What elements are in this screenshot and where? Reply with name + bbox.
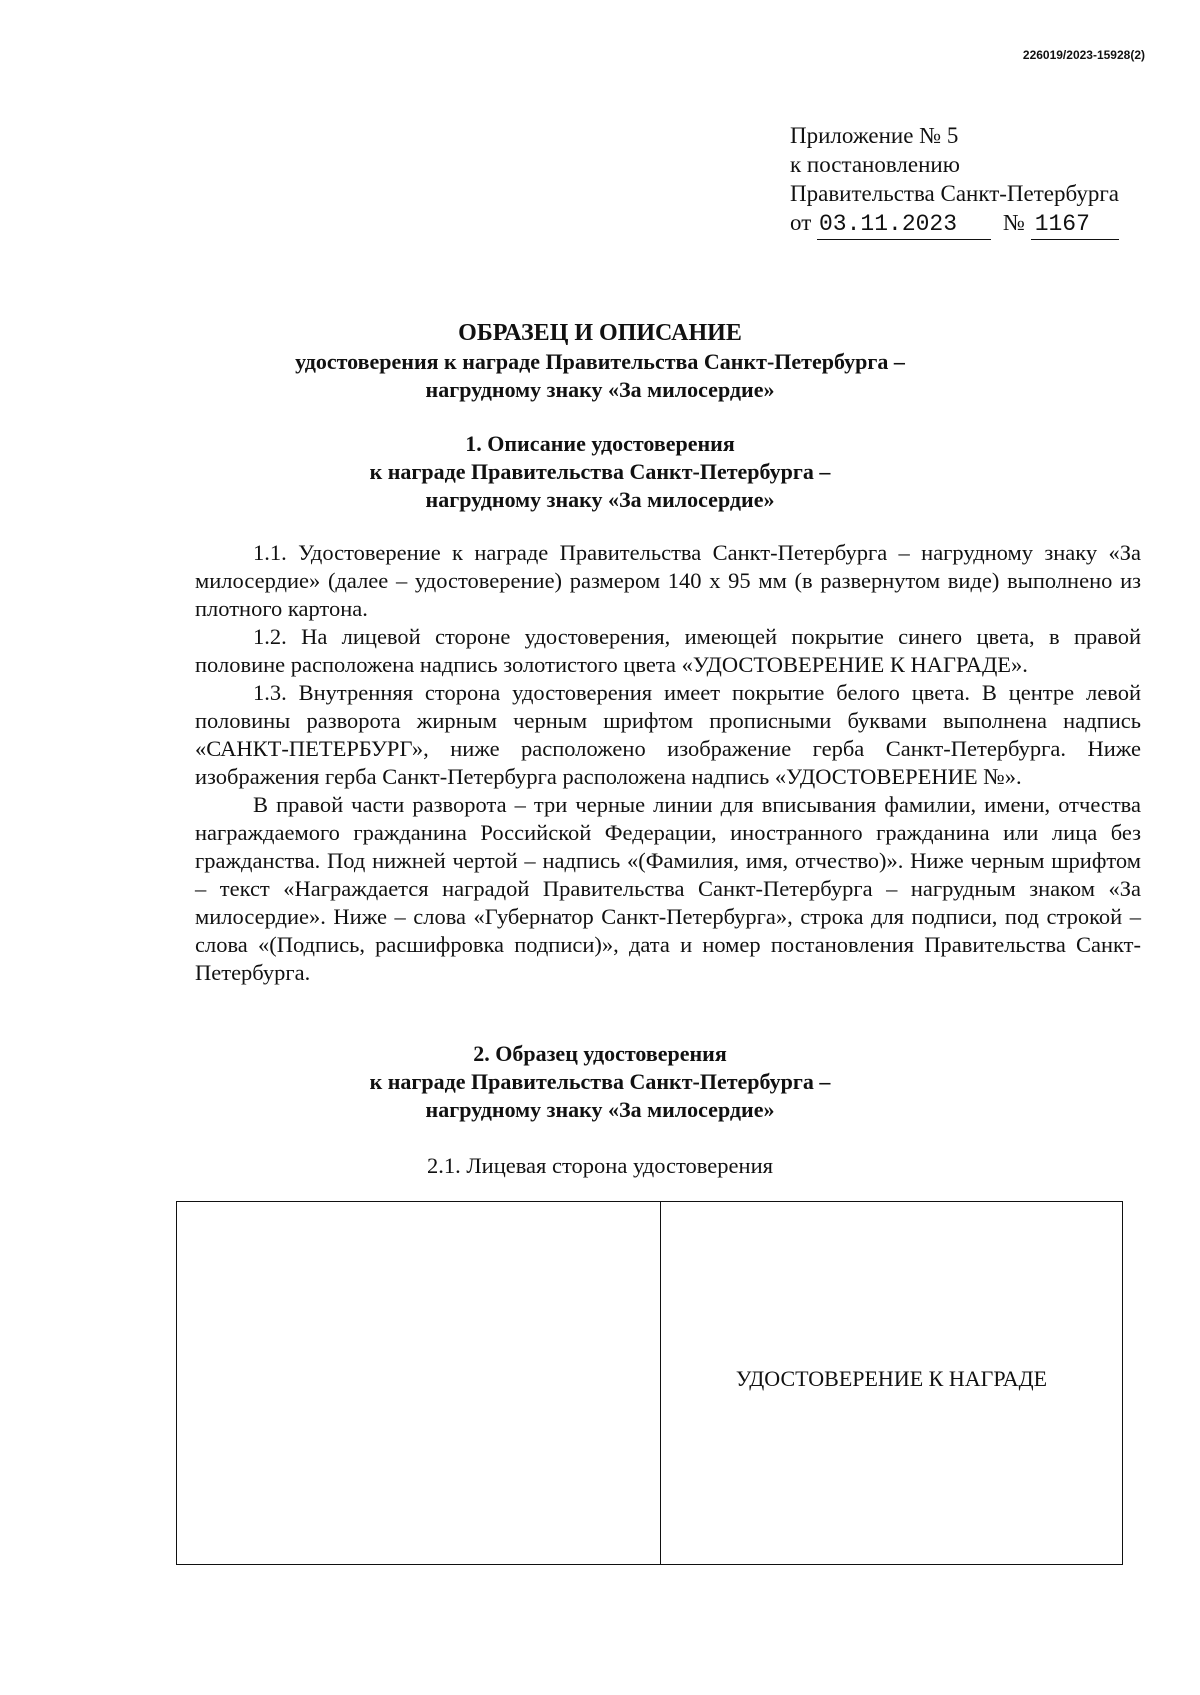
number-prefix: № [1003,210,1025,235]
certificate-label: УДОСТОВЕРЕНИЕ К НАГРАДЕ [735,1366,1048,1391]
appendix-date-line [790,208,1119,240]
section-2-heading [0,1040,1200,1124]
document-subtitle [0,348,1200,404]
document-title: ОБРАЗЕЦ И ОПИСАНИЕ [458,320,742,346]
section-1-heading-line-3: нагрудному знаку «За милосердие» [425,487,775,512]
paragraph-1-2: 1.2. На лицевой стороне удостоверения, имеющей покрытие синего цвета, в правой половине расположена надпись золотистого цвета «УДОСТОВЕРЕНИЕ К НАГРАДЕ». [195,624,1141,677]
appendix-header [790,121,1119,240]
paragraph-1-3: 1.3. Внутренняя сторона удостоверения имеет покрытие белого цвета. В центре левой половины разворота жирным черным шрифтом прописными буквами выполнена надпись «САНКТ-ПЕТЕРБУРГ», ниже расположено изображение герба Санкт-Петербурга. Ниже изображения герба Санкт-Петербурга расположена надпись «УДОСТОВЕРЕНИЕ №». [195,680,1141,789]
paragraph-1-3-continued: В правой части разворота – три черные линии для вписывания фамилии, имени, отчества награждаемого гражданина Российской Федерации, иностранного гражданина или лица без гражданства. Под нижней чертой – надпись «(Фамилия, имя, отчество)». Ниже черным шрифтом – текст «Награждается наградой Правительства Санкт-Петербурга – нагрудным знаком «За милосердие». Ниже – слова «Губернатор Санкт-Петербурга», строка для подписи, под строкой – слова «(Подпись, расшифровка подписи)», дата и номер постановления Правительства Санкт-Петербурга. [195,792,1141,985]
subsection-2-1-heading: 2.1. Лицевая сторона удостоверения [427,1153,773,1178]
certificate-left-half [177,1202,661,1564]
section-1-heading-line-1: 1. Описание удостоверения [465,431,735,456]
number-value: 1167 [1031,210,1119,240]
section-1-heading [0,430,1200,514]
appendix-line-2: к постановлению [790,152,960,177]
section-2-heading-line-3: нагрудному знаку «За милосердие» [425,1097,775,1122]
section-1-body [195,539,1141,987]
paragraph-1-1: 1.1. Удостоверение к награде Правительства Санкт-Петербурга – нагрудному знаку «За милосердие» (далее – удостоверение) размером 140 х 95 мм (в развернутом виде) выполнено из плотного картона. [195,540,1141,621]
date-prefix: от [790,210,812,235]
subtitle-line-1: удостоверения к награде Правительства Санкт-Петербурга – [295,349,905,374]
certificate-right-half [661,1202,1122,1564]
section-2-heading-line-2: к награде Правительства Санкт-Петербурга – [369,1069,831,1094]
section-2-heading-line-1: 2. Образец удостоверения [473,1041,727,1066]
appendix-line-3: Правительства Санкт-Петербурга [790,181,1119,206]
date-value: 03.11.2023 [817,210,991,240]
section-1-heading-line-2: к награде Правительства Санкт-Петербурга – [369,459,831,484]
appendix-line-1: Приложение № 5 [790,123,959,148]
certificate-front-sample [176,1201,1123,1565]
document-number: 226019/2023-15928(2) [1022,48,1145,62]
subtitle-line-2: нагрудному знаку «За милосердие» [425,377,775,402]
